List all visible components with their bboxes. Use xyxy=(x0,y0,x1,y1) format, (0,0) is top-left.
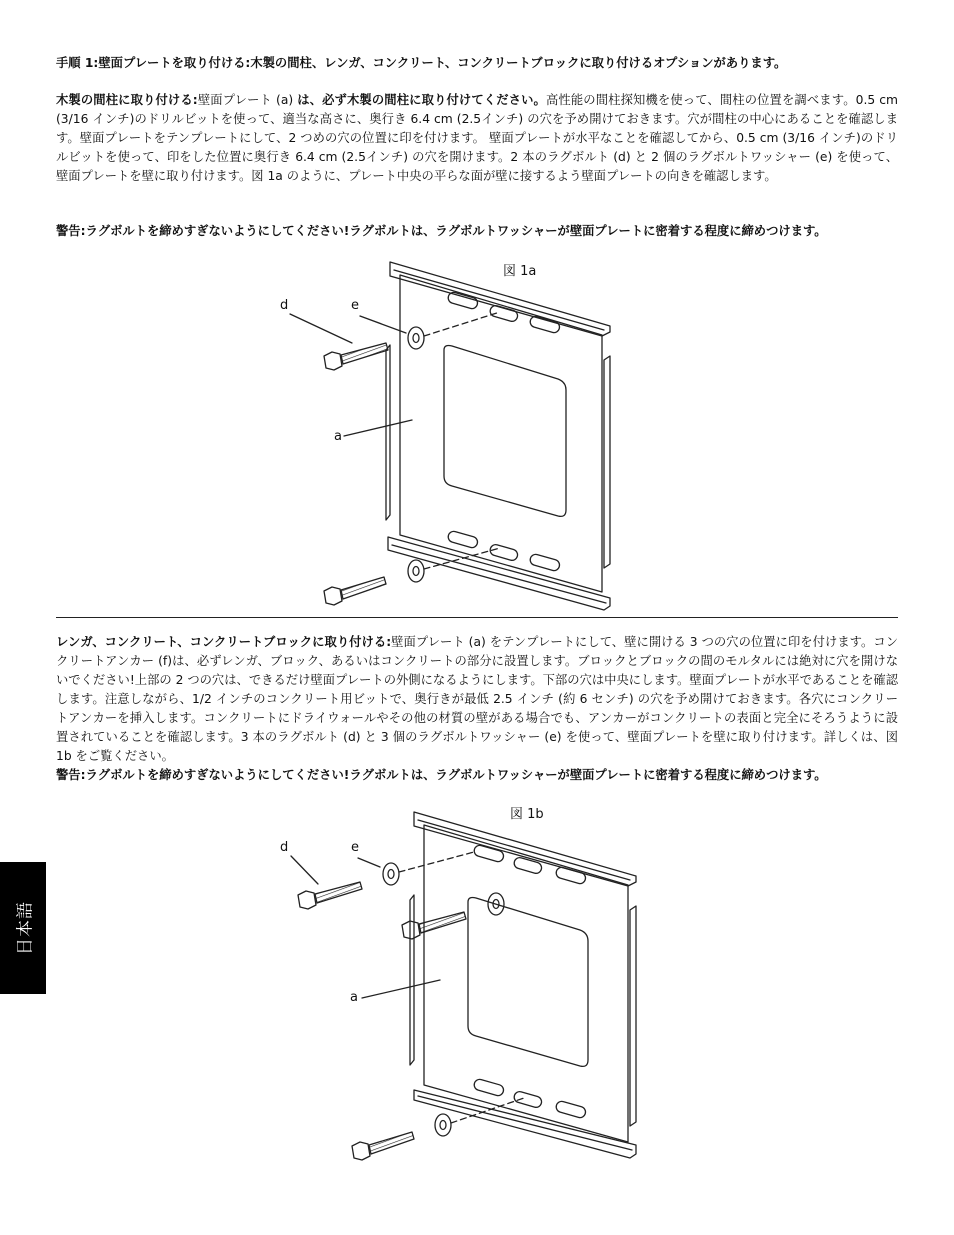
lag-bolt-1b-top-left xyxy=(298,882,362,909)
figure-1b xyxy=(291,812,636,1160)
lag-bolt-1a-top xyxy=(324,343,388,370)
leader-lines-1b xyxy=(291,856,440,998)
wall-plate-1b xyxy=(410,812,636,1158)
lag-washer-1b-top-left xyxy=(383,863,399,885)
figure-1a-label-e: e xyxy=(351,298,359,313)
wood-bold-1: は、必ず木製の間柱に取り付けてください。 xyxy=(297,93,546,107)
lag-bolt-1b-center xyxy=(402,912,466,939)
wall-plate-1a xyxy=(386,262,610,610)
lag-washer-1a-top xyxy=(408,327,424,349)
figure-1b-caption: 図 1b xyxy=(510,807,544,822)
figure-1a-label-a: a xyxy=(334,429,342,444)
figure-1b-label-e: e xyxy=(351,840,359,855)
figure-1a-caption: 図 1a xyxy=(503,264,537,279)
brick-warning-text: 警告:ラグボルトを締めすぎないようにしてください!ラグボルトは、ラグボルトワッシャーが壁面プレートに密着する程度に締めつけます。 xyxy=(56,768,827,782)
language-side-tab-label: 日本語 xyxy=(15,901,36,955)
figure-1b-label-d: d xyxy=(280,840,289,855)
figure-1a xyxy=(290,262,610,610)
figure-1b-label-a: a xyxy=(350,990,358,1005)
step1-heading-text: 手順 1:壁面プレートを取り付ける:木製の間柱、レンガ、コンクリート、コンクリートブロックに取り付けるオプションがあります。 xyxy=(56,56,787,70)
alignment-lines-1b xyxy=(399,852,524,1123)
alignment-lines-1a xyxy=(424,312,500,569)
lag-washer-1a-bottom xyxy=(408,560,424,582)
leader-lines-1a xyxy=(290,314,412,436)
brick-lead: レンガ、コンクリート、コンクリートブロックに取り付ける: xyxy=(56,635,392,649)
brick-text-1: 壁面プレート (a) をテンプレートにして、壁に開ける 3 つの穴の位置に印を付けます。コンクリートアンカー (f)は、必ずレンガ、ブロック、あるいはコンクリートの部分に設置します。ブロックとブロックの間のモルタルには絶対に穴を開けないでください!上部の 2 つの穴は、できるだけ壁面プレートの外側になるようにします。下部の穴は中央にします。壁面プレートが水平であることを確認します。注意しながら、1/2 インチのコンクリート用ビットで、奥行きが最低 2.5 インチ (約 6 センチ) の穴を予め開けておきます。各穴にコンクリートアンカーを挿入します。コンクリートにドライウォールやその他の材質の壁がある場合でも、アンカーがコンクリートの表面と完全にそろうように設置されていることを確認します。3 本のラグボルト (d) と 3 個のラグボルトワッシャー (e) を使って、壁面プレートを壁に取り付けます。詳しくは、図 1b をご覧ください。 xyxy=(56,635,898,763)
wood-text-1: 壁面プレート (a) xyxy=(197,93,298,107)
wood-text-2: 高性能の間柱探知機を使って、間柱の位置を調べます。0.5 cm (3/16 インチ)のドリルビットを使って、適当な高さに、奥行き 6.4 cm (2.5インチ) の穴を予め開けておきます。穴が間柱の中心にあることを確認します。壁面プレートをテンプレートにして、2 つめの穴の位置に印を付けます。 壁面プレートが水平なことを確認してから、0.5 cm (3/16 インチ)のドリルビットを使って、印をした位置に奥行き 6.4 cm (2.5インチ) の穴を開けます。2 本のラグボルト (d) と 2 個のラグボルトワッシャー (e) を使って、壁面プレートを壁に取り付けます。図 1a のように、プレート中央の平らな面が壁に接するよう壁面プレートの向きを確認します。 xyxy=(56,93,898,183)
figure-1a-label-d: d xyxy=(280,298,289,313)
wood-warning-text: 警告:ラグボルトを締めすぎないようにしてください!ラグボルトは、ラグボルトワッシャーが壁面プレートに密着する程度に締めつけます。 xyxy=(56,224,827,238)
wood-stud-lead: 木製の間柱に取り付ける: xyxy=(56,93,198,107)
lag-bolt-1a-bottom xyxy=(324,577,386,605)
lag-bolt-1b-bottom xyxy=(352,1132,414,1160)
lag-washer-1b-bottom xyxy=(435,1114,451,1136)
